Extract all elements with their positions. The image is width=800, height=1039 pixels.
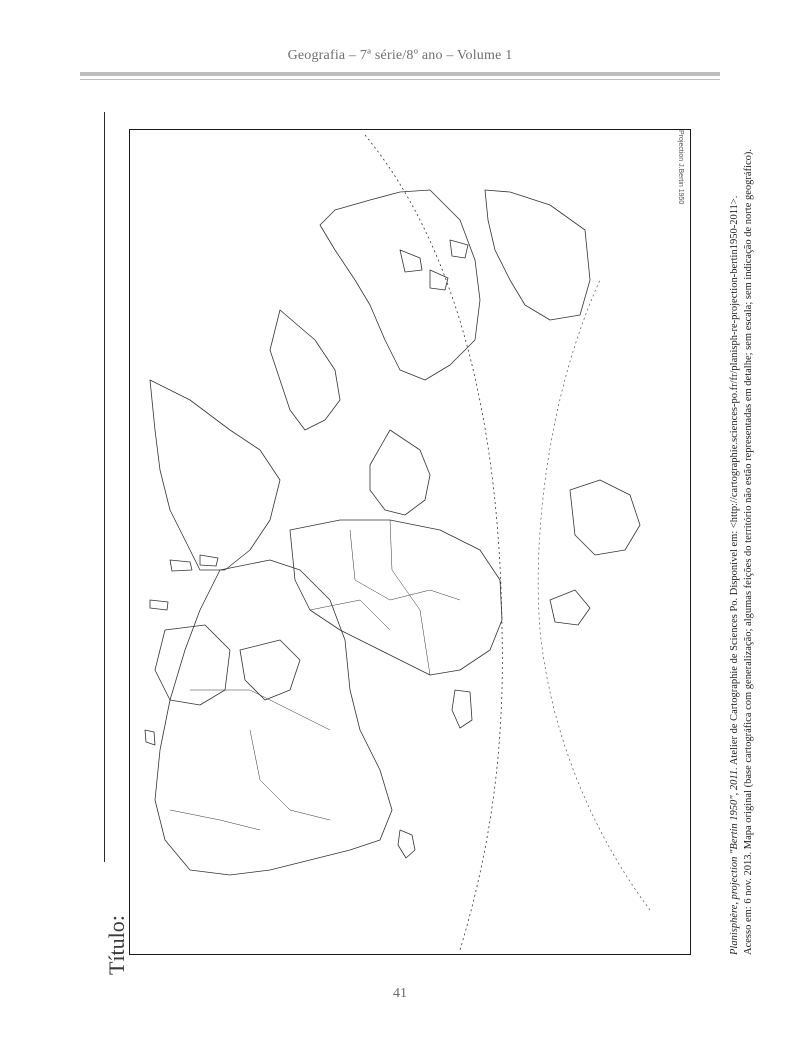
south-america-outline (150, 380, 280, 570)
projection-tag: Projection J.Bertin 1950 (677, 130, 684, 205)
europe-outline (370, 430, 430, 515)
africa-outline (290, 520, 502, 675)
header-rule-thick (80, 72, 720, 76)
australia-outline (155, 625, 230, 705)
greenland-outline (485, 190, 590, 320)
caption-source-title: Planisphère, projection "Bertin 1950", 2011. (729, 767, 740, 955)
caption-line-2: Acesso em: 6 nov. 2013. Mapa original (base cartográfica com generalização; algumas feições do território não estão representadas em detalhe; sem escala; sem indicação de norte geográfico). (743, 148, 754, 955)
caption-line-1 (728, 125, 742, 955)
central-america-outline (270, 310, 340, 430)
title-label: Título: (104, 915, 129, 975)
caption-source-rest: Atelier de Cartographie de Sciences Po. Disponível em: <http://cartographie.sciences-po.fr/fr/planisph-re-projection-bertin1950-2011>. (729, 195, 740, 768)
world-map-outline (130, 130, 692, 956)
page-number: 41 (393, 986, 407, 1001)
asia-outline (155, 560, 392, 875)
projection-boundary-bottom (538, 280, 650, 910)
north-america-outline (320, 190, 480, 380)
header-rule-thin (80, 79, 720, 80)
world-map-frame (129, 129, 691, 955)
map-caption (728, 125, 756, 955)
running-head: Geografia – 7ª série/8º ano – Volume 1 (287, 48, 513, 63)
title-answer-line[interactable] (104, 112, 105, 862)
projection-boundary-top (365, 135, 502, 950)
